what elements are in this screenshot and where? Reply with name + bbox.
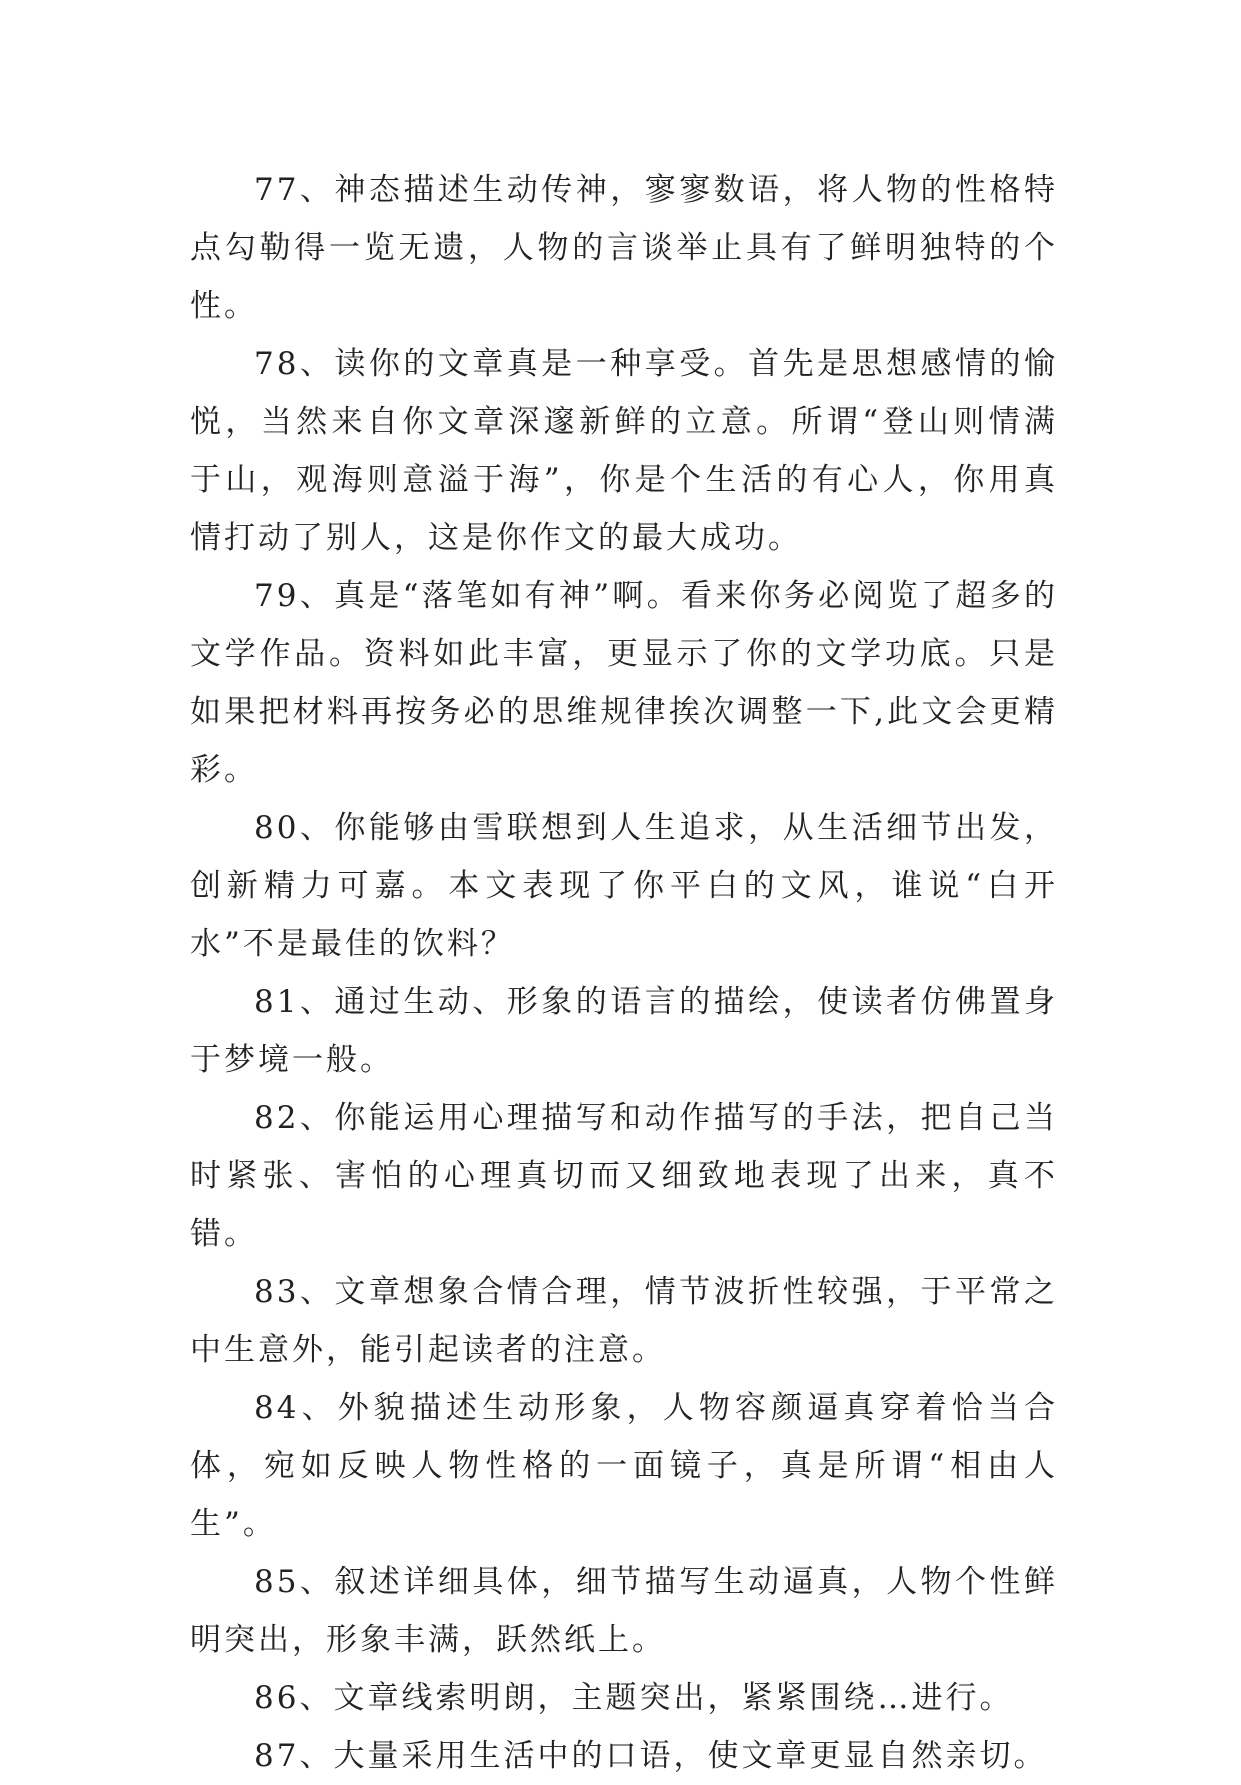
comment-paragraph-86: 86、文章线索明朗，主题突出，紧紧围绕…进行。 — [254, 1680, 1014, 1716]
comment-paragraph-79: 79、真是“落笔如有神”啊。看来你务必阅览了超多的文学作品。资料如此丰富，更显示了你的文学功底。只是如果把材料再按务必的思维规律挨次调整一下,此文会更精彩。 — [190, 578, 1058, 788]
comment-paragraph-85: 85、叙述详细具体，细节描写生动逼真，人物个性鲜明突出，形象丰满，跃然纸上。 — [190, 1564, 1058, 1658]
comment-paragraph-80: 80、你能够由雪联想到人生追求，从生活细节出发，创新精力可嘉。本文表现了你平白的文风，谁说“白开水”不是最佳的饮料？ — [190, 810, 1058, 962]
comment-paragraph-81: 81、通过生动、形象的语言的描绘，使读者仿佛置身于梦境一般。 — [190, 984, 1058, 1078]
comment-paragraph-78: 78、读你的文章真是一种享受。首先是思想感情的愉悦，当然来自你文章深邃新鲜的立意。所谓“登山则情满于山，观海则意溢于海”，你是个生活的有心人，你用真情打动了别人，这是你作文的最大成功。 — [190, 346, 1058, 556]
comment-paragraph-77: 77、神态描述生动传神，寥寥数语，将人物的性格特点勾勒得一览无遗，人物的言谈举止具有了鲜明独特的个性。 — [190, 172, 1058, 324]
comment-paragraph-83: 83、文章想象合情合理，情节波折性较强，于平常之中生意外，能引起读者的注意。 — [190, 1274, 1058, 1368]
document-body — [190, 161, 1058, 1785]
comment-paragraph-87: 87、大量采用生活中的口语，使文章更显自然亲切。 — [254, 1738, 1048, 1774]
comment-paragraph-84: 84、外貌描述生动形象，人物容颜逼真穿着恰当合体，宛如反映人物性格的一面镜子，真是所谓“相由人生”。 — [190, 1390, 1058, 1542]
comment-paragraph-82: 82、你能运用心理描写和动作描写的手法，把自己当时紧张、害怕的心理真切而又细致地表现了出来，真不错。 — [190, 1100, 1058, 1252]
